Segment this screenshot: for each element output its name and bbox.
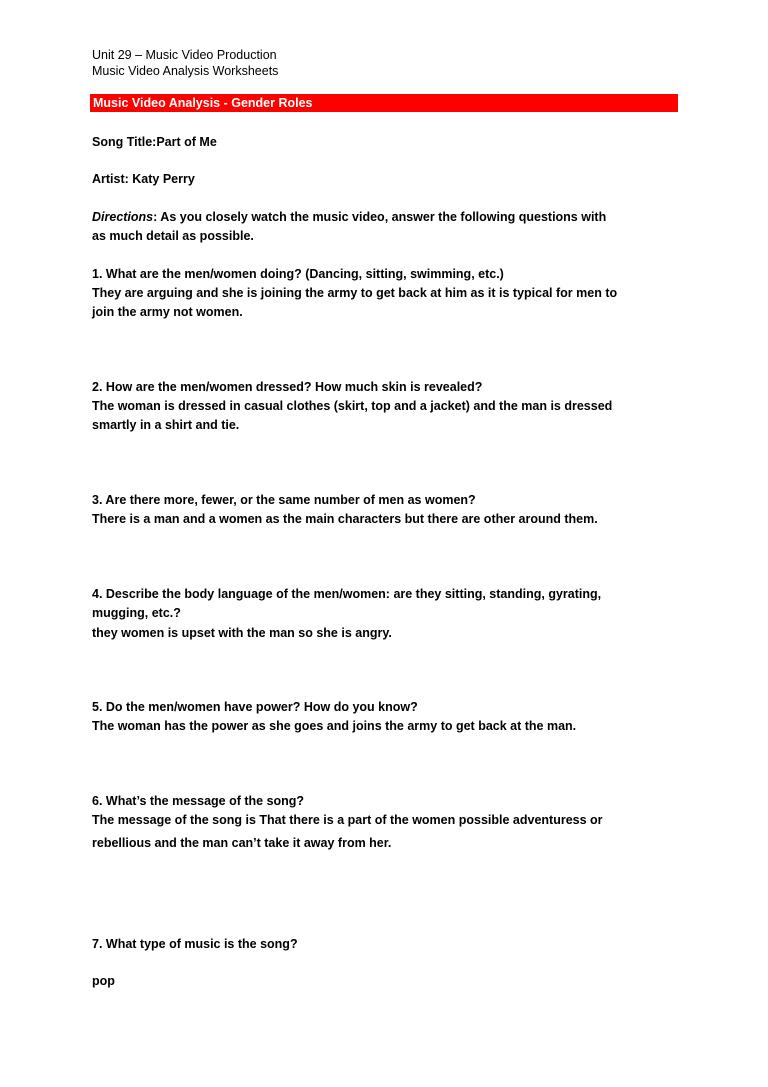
song-title: Song Title:Part of Me bbox=[92, 135, 217, 149]
directions-line-2: as much detail as possible. bbox=[92, 229, 254, 243]
answer-2-line-2: smartly in a shirt and tie. bbox=[92, 418, 240, 432]
answer-5-line-1: The woman has the power as she goes and joins the army to get back at the man. bbox=[92, 719, 577, 733]
directions-line-1 bbox=[92, 208, 606, 226]
answer-6-line-1: The message of the song is That there is a part of the women possible adventuress or bbox=[92, 813, 603, 827]
question-6: 6. What’s the message of the song? bbox=[92, 794, 305, 808]
question-1: 1. What are the men/women doing? (Dancing, sitting, swimming, etc.) bbox=[92, 267, 504, 281]
artist: Artist: Katy Perry bbox=[92, 172, 195, 186]
answer-4-line-1: they women is upset with the man so she is angry. bbox=[92, 626, 392, 640]
question-7: 7. What type of music is the song? bbox=[92, 937, 298, 951]
answer-3-line-1: There is a man and a women as the main characters but there are other around them. bbox=[92, 512, 598, 526]
answer-1-line-1: They are arguing and she is joining the army to get back at him as it is typical for men to bbox=[92, 286, 618, 300]
worksheet-subtitle: Music Video Analysis Worksheets bbox=[92, 64, 279, 78]
question-4-line-2: mugging, etc.? bbox=[92, 606, 181, 620]
section-banner: Music Video Analysis - Gender Roles bbox=[90, 94, 678, 112]
question-4-line-1: 4. Describe the body language of the men/women: are they sitting, standing, gyrating, bbox=[92, 587, 602, 601]
answer-2-line-1: The woman is dressed in casual clothes (skirt, top and a jacket) and the man is dressed bbox=[92, 399, 613, 413]
question-2: 2. How are the men/women dressed? How much skin is revealed? bbox=[92, 380, 483, 394]
question-5: 5. Do the men/women have power? How do you know? bbox=[92, 700, 418, 714]
answer-6-line-2: rebellious and the man can’t take it away from her. bbox=[92, 836, 392, 850]
unit-header: Unit 29 – Music Video Production bbox=[92, 48, 277, 62]
question-3: 3. Are there more, fewer, or the same number of men as women? bbox=[92, 493, 476, 507]
directions-label: Directions bbox=[92, 210, 154, 224]
answer-1-line-2: join the army not women. bbox=[92, 305, 243, 319]
answer-7-line-1: pop bbox=[92, 974, 115, 988]
directions-text-1: : As you closely watch the music video, answer the following questions with bbox=[153, 210, 607, 224]
